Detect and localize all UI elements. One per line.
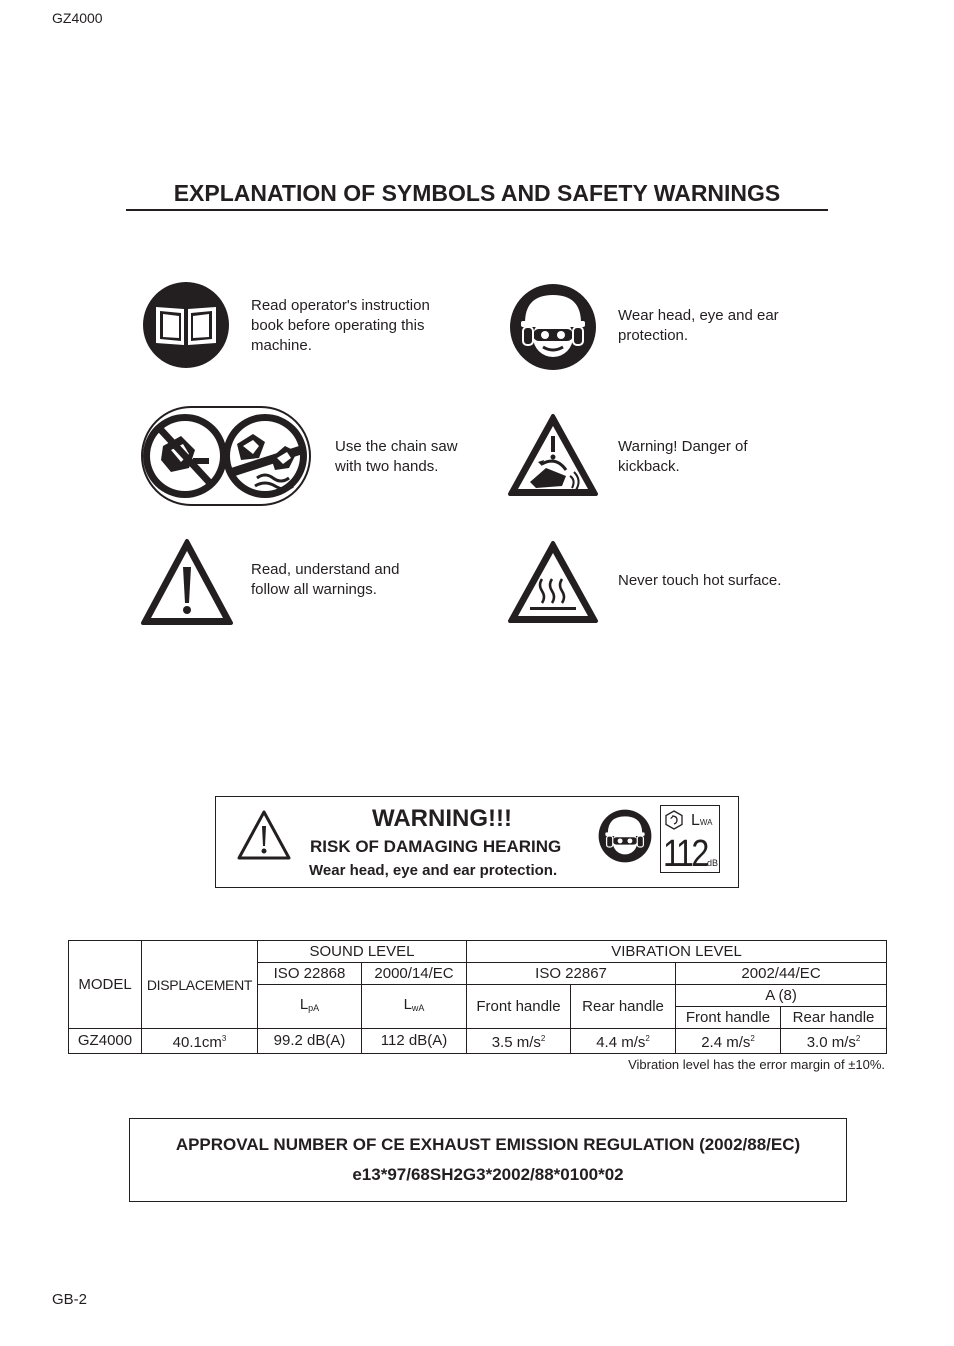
a8-header: A (8): [676, 985, 887, 1007]
ear-hexagon-icon: [664, 810, 684, 835]
symbol-text-protection: Wear head, eye and ear protection.: [618, 307, 779, 344]
instruction-book-icon: [142, 281, 230, 369]
approval-number: e13*97/68SH2G3*2002/88*0100*02: [352, 1165, 624, 1184]
rear-handle-header: Rear handle: [571, 985, 676, 1029]
sound-level-header: SOUND LEVEL: [258, 941, 467, 963]
iso-22867-header: ISO 22867: [467, 963, 676, 985]
header-model-name: GZ4000: [52, 10, 103, 26]
vibration-note: Vibration level has the error margin of ±10%.: [628, 1057, 885, 1072]
a8-rear-handle-header: Rear handle: [781, 1007, 887, 1029]
page-number: GB-2: [52, 1291, 88, 1308]
directive-2002-44-header: 2002/44/EC: [676, 963, 887, 985]
sound-power-label: [660, 805, 720, 873]
warning-subtitle: RISK OF DAMAGING HEARING: [310, 837, 562, 856]
front-handle-header: Front handle: [467, 985, 571, 1029]
warning-instruction: Wear head, eye and ear protection.: [309, 862, 558, 879]
cell-displacement: $40.1cm^3$: [142, 1029, 258, 1054]
lpa-header: $L_{pA}$: [258, 985, 362, 1029]
kickback-warning-icon: [506, 412, 600, 498]
symbol-text-two-hands: Use the chain saw with two hands.: [335, 438, 458, 475]
head-eye-ear-protection-icon: [598, 809, 652, 868]
cell-lpa: 99.2 dB(A): [258, 1029, 362, 1054]
approval-box: [129, 1118, 847, 1202]
cell-vib-rear: 4.4 $m/s^2$: [571, 1029, 676, 1054]
warning-title: WARNING!!!: [372, 805, 512, 832]
sound-unit: dB: [707, 858, 719, 868]
warning-triangle-icon: [139, 537, 235, 627]
warning-triangle-icon: [236, 809, 292, 866]
displacement-header: DISPLACEMENT: [142, 941, 258, 1029]
symbol-text-warnings: Read, understand and follow all warnings.: [251, 561, 400, 598]
cell-a8-rear: 3.0 $m/s^2$: [781, 1029, 887, 1054]
sound-value: 112: [663, 833, 707, 875]
cell-lwa: 112 dB(A): [362, 1029, 467, 1054]
hot-surface-icon: [506, 539, 600, 625]
approval-title: APPROVAL NUMBER OF CE EXHAUST EMISSION REGULATION (2002/88/EC): [175, 1135, 801, 1154]
symbol-text-hot-surface: Never touch hot surface.: [618, 572, 782, 589]
sound-symbol: LWA: [691, 812, 713, 829]
page-title: EXPLANATION OF SYMBOLS AND SAFETY WARNINGS: [126, 180, 828, 211]
two-hands-chainsaw-icon: [141, 406, 311, 506]
head-eye-ear-protection-icon: [509, 283, 597, 371]
iso-22868-header: ISO 22868: [258, 963, 362, 985]
model-header: MODEL: [69, 941, 142, 1029]
symbol-text-instruction-book: Read operator's instruction book before operating this machine.: [251, 297, 430, 354]
cell-vib-front: 3.5 $m/s^2$: [467, 1029, 571, 1054]
sound-vibration-table: [68, 940, 887, 1054]
cell-a8-front: 2.4 $m/s^2$: [676, 1029, 781, 1054]
table-row: [69, 1029, 887, 1054]
lwa-header: $L_{wA}$: [362, 985, 467, 1029]
a8-front-handle-header: Front handle: [676, 1007, 781, 1029]
symbol-text-kickback: Warning! Danger of kickback.: [618, 438, 748, 475]
hearing-warning-box: [215, 796, 739, 888]
cell-model: GZ4000: [69, 1029, 142, 1054]
directive-2000-14-header: 2000/14/EC: [362, 963, 467, 985]
vibration-level-header: VIBRATION LEVEL: [467, 941, 887, 963]
